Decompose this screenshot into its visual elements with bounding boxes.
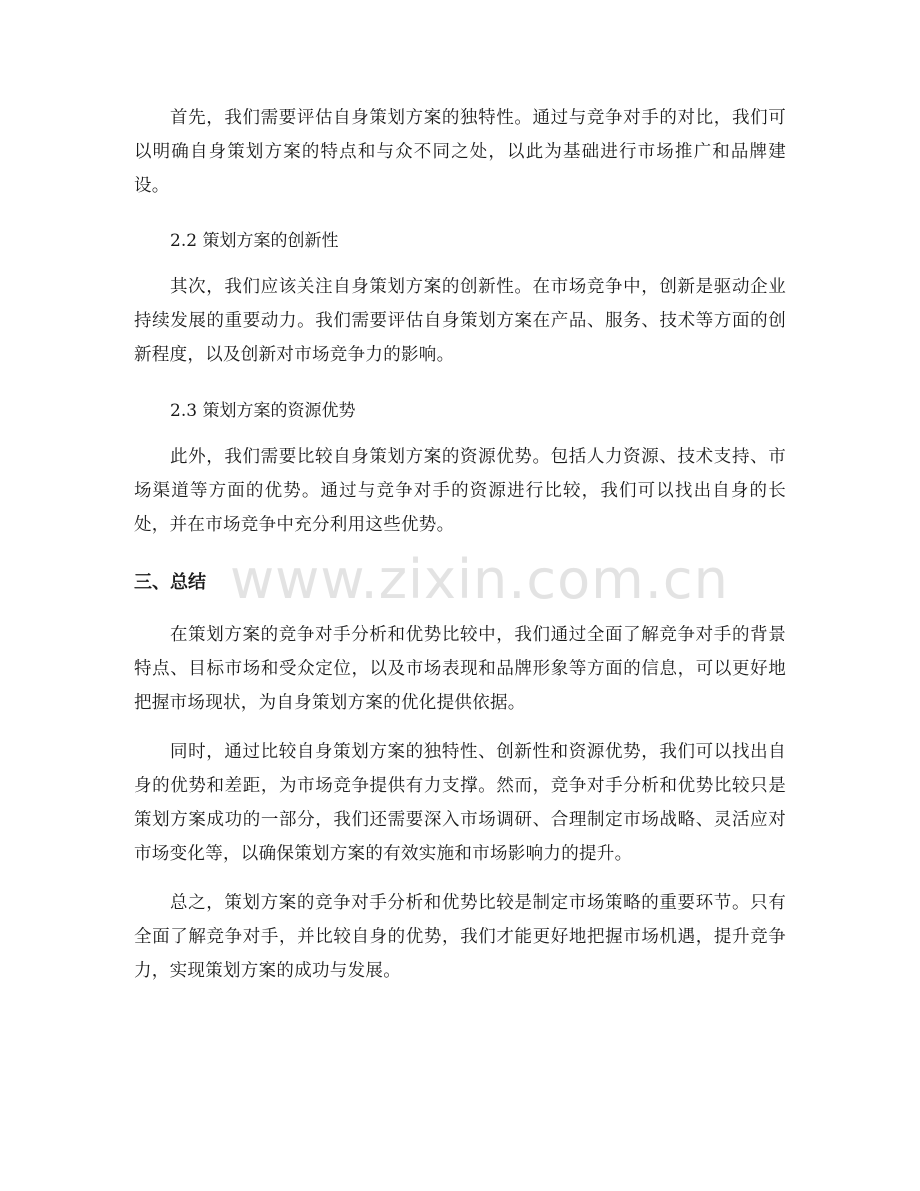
paragraph-summary-2: 同时，通过比较自身策划方案的独特性、创新性和资源优势，我们可以找出自身的优势和差距，为市场竞争提供有力支撑。然而，竞争对手分析和优势比较只是策划方案成功的一部分，我们还需要深入市场调研、合理制定市场战略、灵活应对市场变化等，以确保策划方案的有效实施和市场影响力的提升。 bbox=[134, 742, 786, 864]
section-heading-summary: 三、总结 bbox=[134, 572, 206, 593]
subheading-2-2: 2.2 策划方案的创新性 bbox=[170, 231, 339, 251]
paragraph-resources: 此外，我们需要比较自身策划方案的资源优势。包括人力资源、技术支持、市场渠道等方面的优势。通过与竞争对手的资源进行比较，我们可以找出自身的长处，并在市场竞争中充分利用这些优势。 bbox=[134, 447, 786, 535]
subheading-2-3: 2.3 策划方案的资源优势 bbox=[170, 401, 356, 421]
watermark: www.zixin.com.cn bbox=[230, 548, 729, 611]
paragraph-uniqueness: 首先，我们需要评估自身策划方案的独特性。通过与竞争对手的对比，我们可以明确自身策划方案的特点和与众不同之处，以此为基础进行市场推广和品牌建设。 bbox=[134, 108, 786, 196]
paragraph-innovation: 其次，我们应该关注自身策划方案的创新性。在市场竞争中，创新是驱动企业持续发展的重要动力。我们需要评估自身策划方案在产品、服务、技术等方面的创新程度，以及创新对市场竞争力的影响。 bbox=[134, 277, 786, 365]
paragraph-summary-3: 总之，策划方案的竞争对手分析和优势比较是制定市场策略的重要环节。只有全面了解竞争对手，并比较自身的优势，我们才能更好地把握市场机遇，提升竞争力，实现策划方案的成功与发展。 bbox=[134, 893, 786, 981]
paragraph-summary-1: 在策划方案的竞争对手分析和优势比较中，我们通过全面了解竞争对手的背景特点、目标市场和受众定位，以及市场表现和品牌形象等方面的信息，可以更好地把握市场现状，为自身策划方案的优化提供依据。 bbox=[134, 625, 786, 713]
